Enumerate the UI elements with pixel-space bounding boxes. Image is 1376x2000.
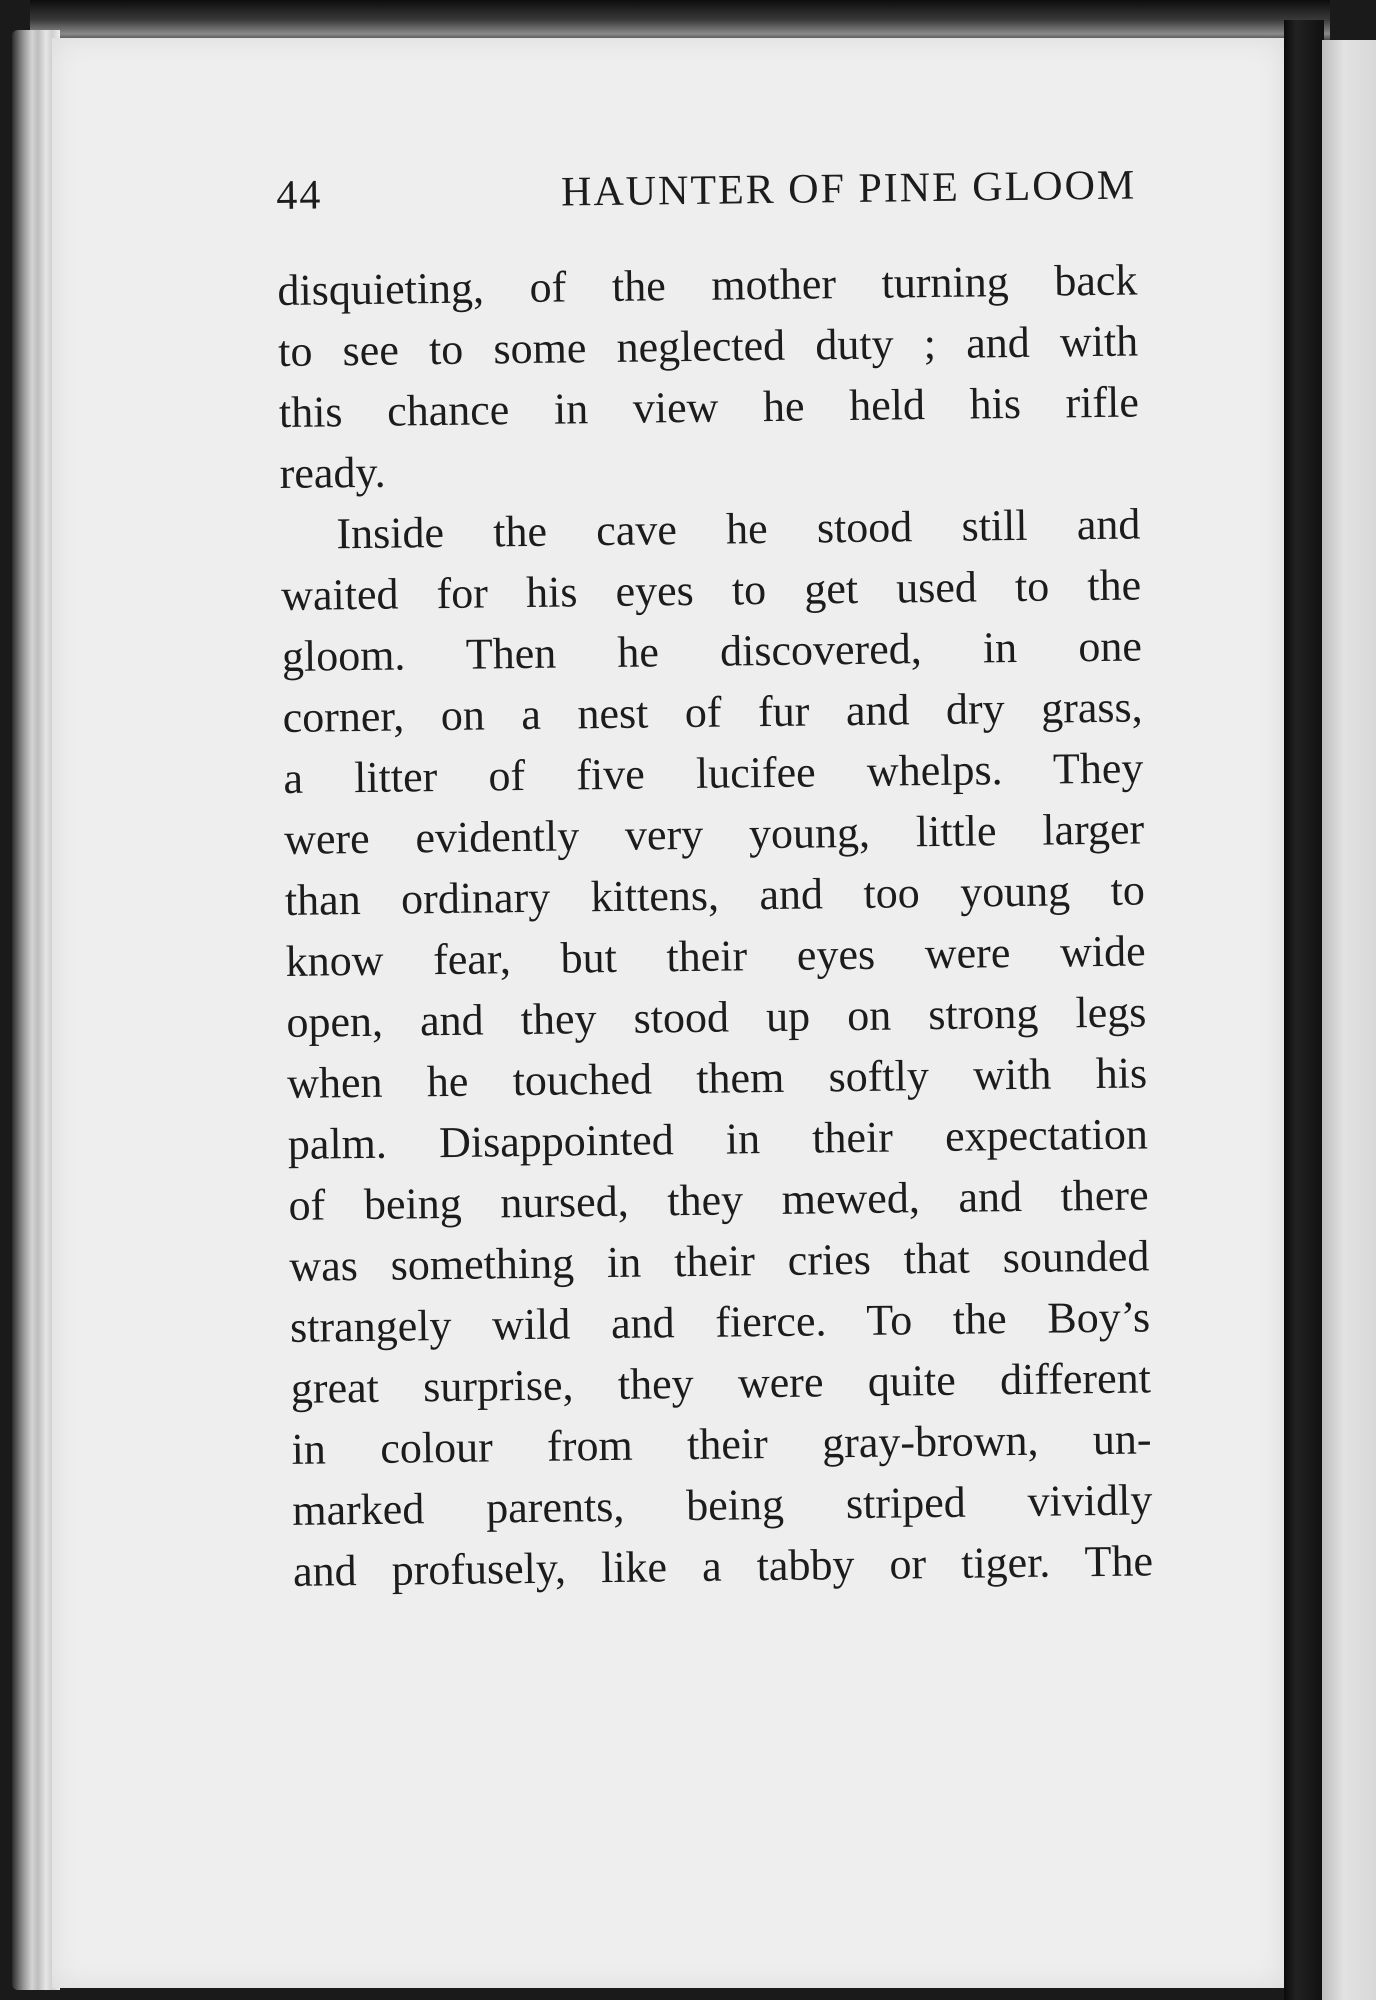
- page-text-block: [276, 161, 1153, 1601]
- running-head: HAUNTER OF PINE GLOOM: [560, 162, 1137, 216]
- text-line: gloom. Then he discovered, in one: [281, 621, 1143, 681]
- text-line: strangely wild and fierce. To the Boy’s: [289, 1292, 1151, 1352]
- text-line: of being nursed, they mewed, and there: [288, 1170, 1149, 1230]
- text-line: in colour from their gray-brown, un-: [291, 1414, 1152, 1474]
- text-line: and profusely, like a tabby or tiger. The: [292, 1536, 1154, 1596]
- text-line: marked parents, being striped vividly: [292, 1475, 1153, 1535]
- text-line: to see to some neglected duty ; and with: [277, 316, 1139, 376]
- body-text: [277, 249, 1153, 1601]
- text-line: Inside the cave he stood still and: [336, 499, 1141, 559]
- text-line: palm. Disappointed in their expectation: [287, 1109, 1149, 1169]
- text-line: when he touched them softly with his: [286, 1048, 1148, 1108]
- text-line: waited for his eyes to get used to the: [280, 560, 1142, 620]
- facing-page-edge: [1322, 40, 1376, 2000]
- text-line: know fear, but their eyes were wide: [285, 926, 1146, 986]
- text-line: this chance in view he held his rifle: [278, 377, 1140, 437]
- text-line: a litter of five lucifee whelps. They: [283, 743, 1144, 803]
- text-line: ready.: [279, 447, 386, 498]
- text-line: great surprise, they were quite different: [290, 1353, 1152, 1413]
- book-spine: [1284, 20, 1324, 2000]
- text-line: open, and they stood up on strong legs: [286, 987, 1147, 1047]
- page-header: [276, 161, 1137, 238]
- text-line: were evidently very young, little larger: [283, 804, 1145, 864]
- text-line: disquieting, of the mother turning back: [277, 255, 1138, 315]
- text-line: than ordinary kittens, and too young to: [284, 865, 1146, 925]
- text-line: corner, on a nest of fur and dry grass,: [282, 682, 1143, 742]
- page-number: 44: [276, 172, 323, 219]
- text-line: was something in their cries that sounded: [289, 1231, 1150, 1291]
